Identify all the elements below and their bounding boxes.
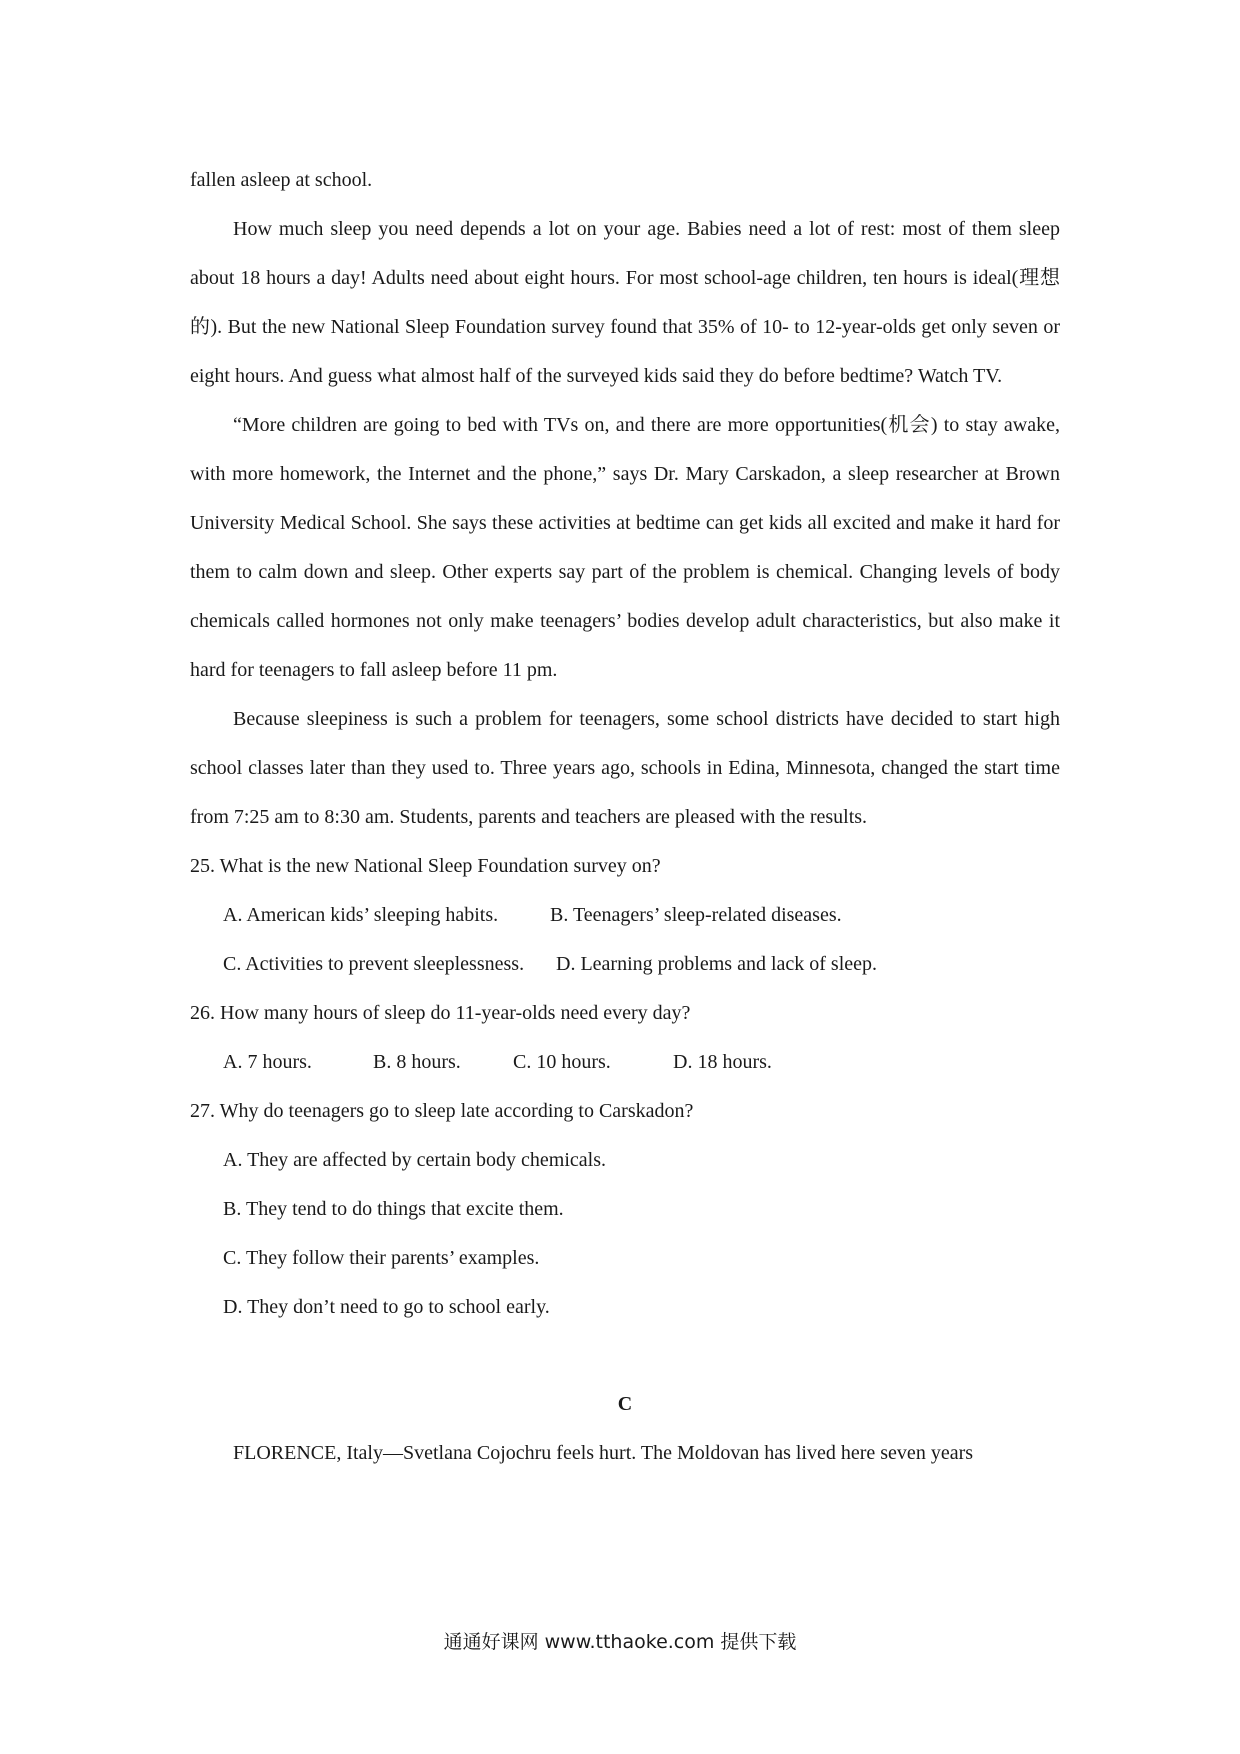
document-page	[190, 156, 1060, 1478]
passage-c-paragraph-1: FLORENCE, Italy—Svetlana Cojochru feels hurt. The Moldovan has lived here seven years	[233, 1442, 974, 1464]
question-27-option-d: D. They don’t need to go to school early.	[223, 1296, 550, 1318]
question-25-options-row-2	[190, 940, 1060, 989]
question-25-option-b: B. Teenagers’ sleep-related diseases.	[550, 904, 842, 926]
question-27	[190, 1087, 1060, 1332]
section-c-heading: C	[617, 1393, 633, 1415]
question-25-options-row-1	[190, 891, 1060, 940]
question-26-option-b: B. 8 hours.	[373, 1051, 461, 1073]
question-27-option-a: A. They are affected by certain body chemicals.	[223, 1149, 606, 1171]
question-25-stem: 25. What is the new National Sleep Foundation survey on?	[190, 855, 661, 877]
passage-b-paragraph-0: fallen asleep at school.	[190, 169, 373, 191]
question-27-stem: 27. Why do teenagers go to sleep late according to Carskadon?	[190, 1100, 694, 1122]
passage-b-paragraph-2: “More children are going to bed with TVs on, and there are more opportunities(机会) to stay awake, with more homework, the Internet and the phone,” says Dr. Mary Carskadon, a sleep researcher at Brown University Medical School. She says these activities at bedtime can get kids all excited and make it hard for them to calm down and sleep. Other experts say part of the problem is chemical. Changing levels of body chemicals called hormones not only make teenagers’ bodies develop adult characteristics, but also make it hard for teenagers to fall asleep before 11 pm.	[190, 414, 1060, 681]
question-26-options-row	[190, 1038, 1060, 1087]
question-25	[190, 842, 1060, 989]
passage-b-paragraph-3: Because sleepiness is such a problem for teenagers, some school districts have decided to start high school classes later than they used to. Three years ago, schools in Edina, Minnesota, changed the start time from 7:25 am to 8:30 am. Students, parents and teachers are pleased with the results.	[190, 708, 1060, 828]
question-25-option-d: D. Learning problems and lack of sleep.	[556, 953, 878, 975]
footer-watermark-text: 通通好课网 www.tthaoke.com 提供下载	[443, 1631, 797, 1653]
question-25-option-a: A. American kids’ sleeping habits.	[223, 904, 499, 926]
section-spacer	[190, 1332, 1060, 1380]
question-25-option-c: C. Activities to prevent sleeplessness.	[223, 953, 525, 975]
question-26-option-a: A. 7 hours.	[223, 1051, 312, 1073]
passage-b-paragraph-1: How much sleep you need depends a lot on your age. Babies need a lot of rest: most of them sleep about 18 hours a day! Adults need about eight hours. For most school-age children, ten hours is ideal(理想的). But the new National Sleep Foundation survey found that 35% of 10- to 12-year-olds get only seven or eight hours. And guess what almost half of the surveyed kids said they do before bedtime? Watch TV.	[190, 218, 1060, 387]
question-26	[190, 989, 1060, 1087]
question-26-option-c: C. 10 hours.	[513, 1051, 611, 1073]
question-27-option-c: C. They follow their parents’ examples.	[223, 1247, 540, 1269]
question-26-option-d: D. 18 hours.	[673, 1051, 772, 1073]
question-27-option-b: B. They tend to do things that excite them.	[223, 1198, 564, 1220]
question-26-stem: 26. How many hours of sleep do 11-year-olds need every day?	[190, 1002, 691, 1024]
